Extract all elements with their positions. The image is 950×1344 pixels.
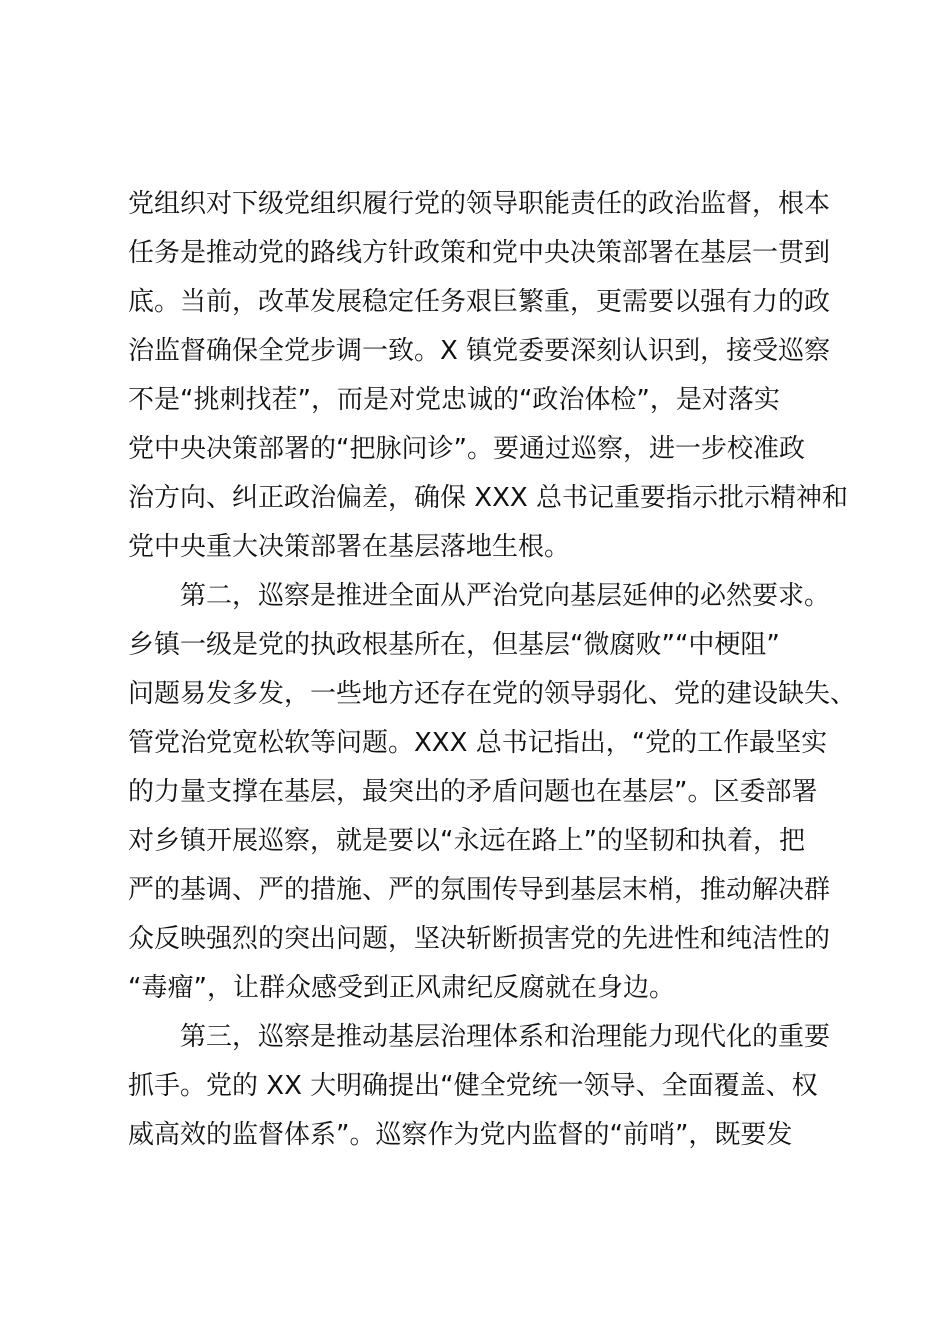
text-line: 众反映强烈的突出问题，坚决斩断损害党的先进性和纯洁性的 xyxy=(128,924,831,954)
paragraph-2 xyxy=(128,572,857,1013)
text-line: 威高效的监督体系”。巡察作为党内监督的“前哨”，既要发 xyxy=(128,1120,793,1150)
text-line: “毒瘤”，让群众感受到正风肃纪反腐就在身边。 xyxy=(128,973,675,1003)
text-line: 问题易发多发，一些地方还存在党的领导弱化、党的建设缺失、 xyxy=(128,679,857,709)
text-line: 管党治党宽松软等问题。XXX 总书记指出，“党的工作最坚实 xyxy=(128,728,828,758)
paragraph-1 xyxy=(128,180,848,572)
paragraph-3 xyxy=(128,1013,848,1160)
text-line: 第二，巡察是推进全面从严治党向基层延伸的必然要求。 xyxy=(180,581,831,611)
text-line: 党中央重大决策部署在基层落地生根。 xyxy=(128,532,571,562)
text-line: 治监督确保全党步调一致。X 镇党委要深刻认识到，接受巡察 xyxy=(128,336,831,366)
text-line: 党中央决策部署的“把脉问诊”。要通过巡察，进一步校准政 xyxy=(128,434,805,464)
text-line: 的力量支撑在基层，最突出的矛盾问题也在基层”。区委部署 xyxy=(128,777,818,807)
text-line: 乡镇一级是党的执政根基所在，但基层“微腐败”“中梗阻” xyxy=(128,630,780,660)
text-line: 抓手。党的 XX 大明确提出“健全党统一领导、全面覆盖、权 xyxy=(128,1071,818,1101)
text-line: 任务是推动党的路线方针政策和党中央决策部署在基层一贯到 xyxy=(128,238,831,268)
text-line: 底。当前，改革发展稳定任务艰巨繁重，更需要以强有力的政 xyxy=(128,287,831,317)
text-line: 党组织对下级党组织履行党的领导职能责任的政治监督，根本 xyxy=(128,189,831,219)
text-line: 严的基调、严的措施、严的氛围传导到基层末梢，推动解决群 xyxy=(128,875,831,905)
document-body xyxy=(128,180,857,1160)
text-line: 对乡镇开展巡察，就是要以“永远在路上”的坚韧和执着，把 xyxy=(128,826,805,856)
text-line: 第三，巡察是推动基层治理体系和治理能力现代化的重要 xyxy=(180,1022,831,1052)
text-line: 不是“挑刺找茬”，而是对党忠诚的“政治体检”，是对落实 xyxy=(128,385,780,415)
text-line: 治方向、纠正政治偏差，确保 XXX 总书记重要指示批示精神和 xyxy=(128,483,848,513)
